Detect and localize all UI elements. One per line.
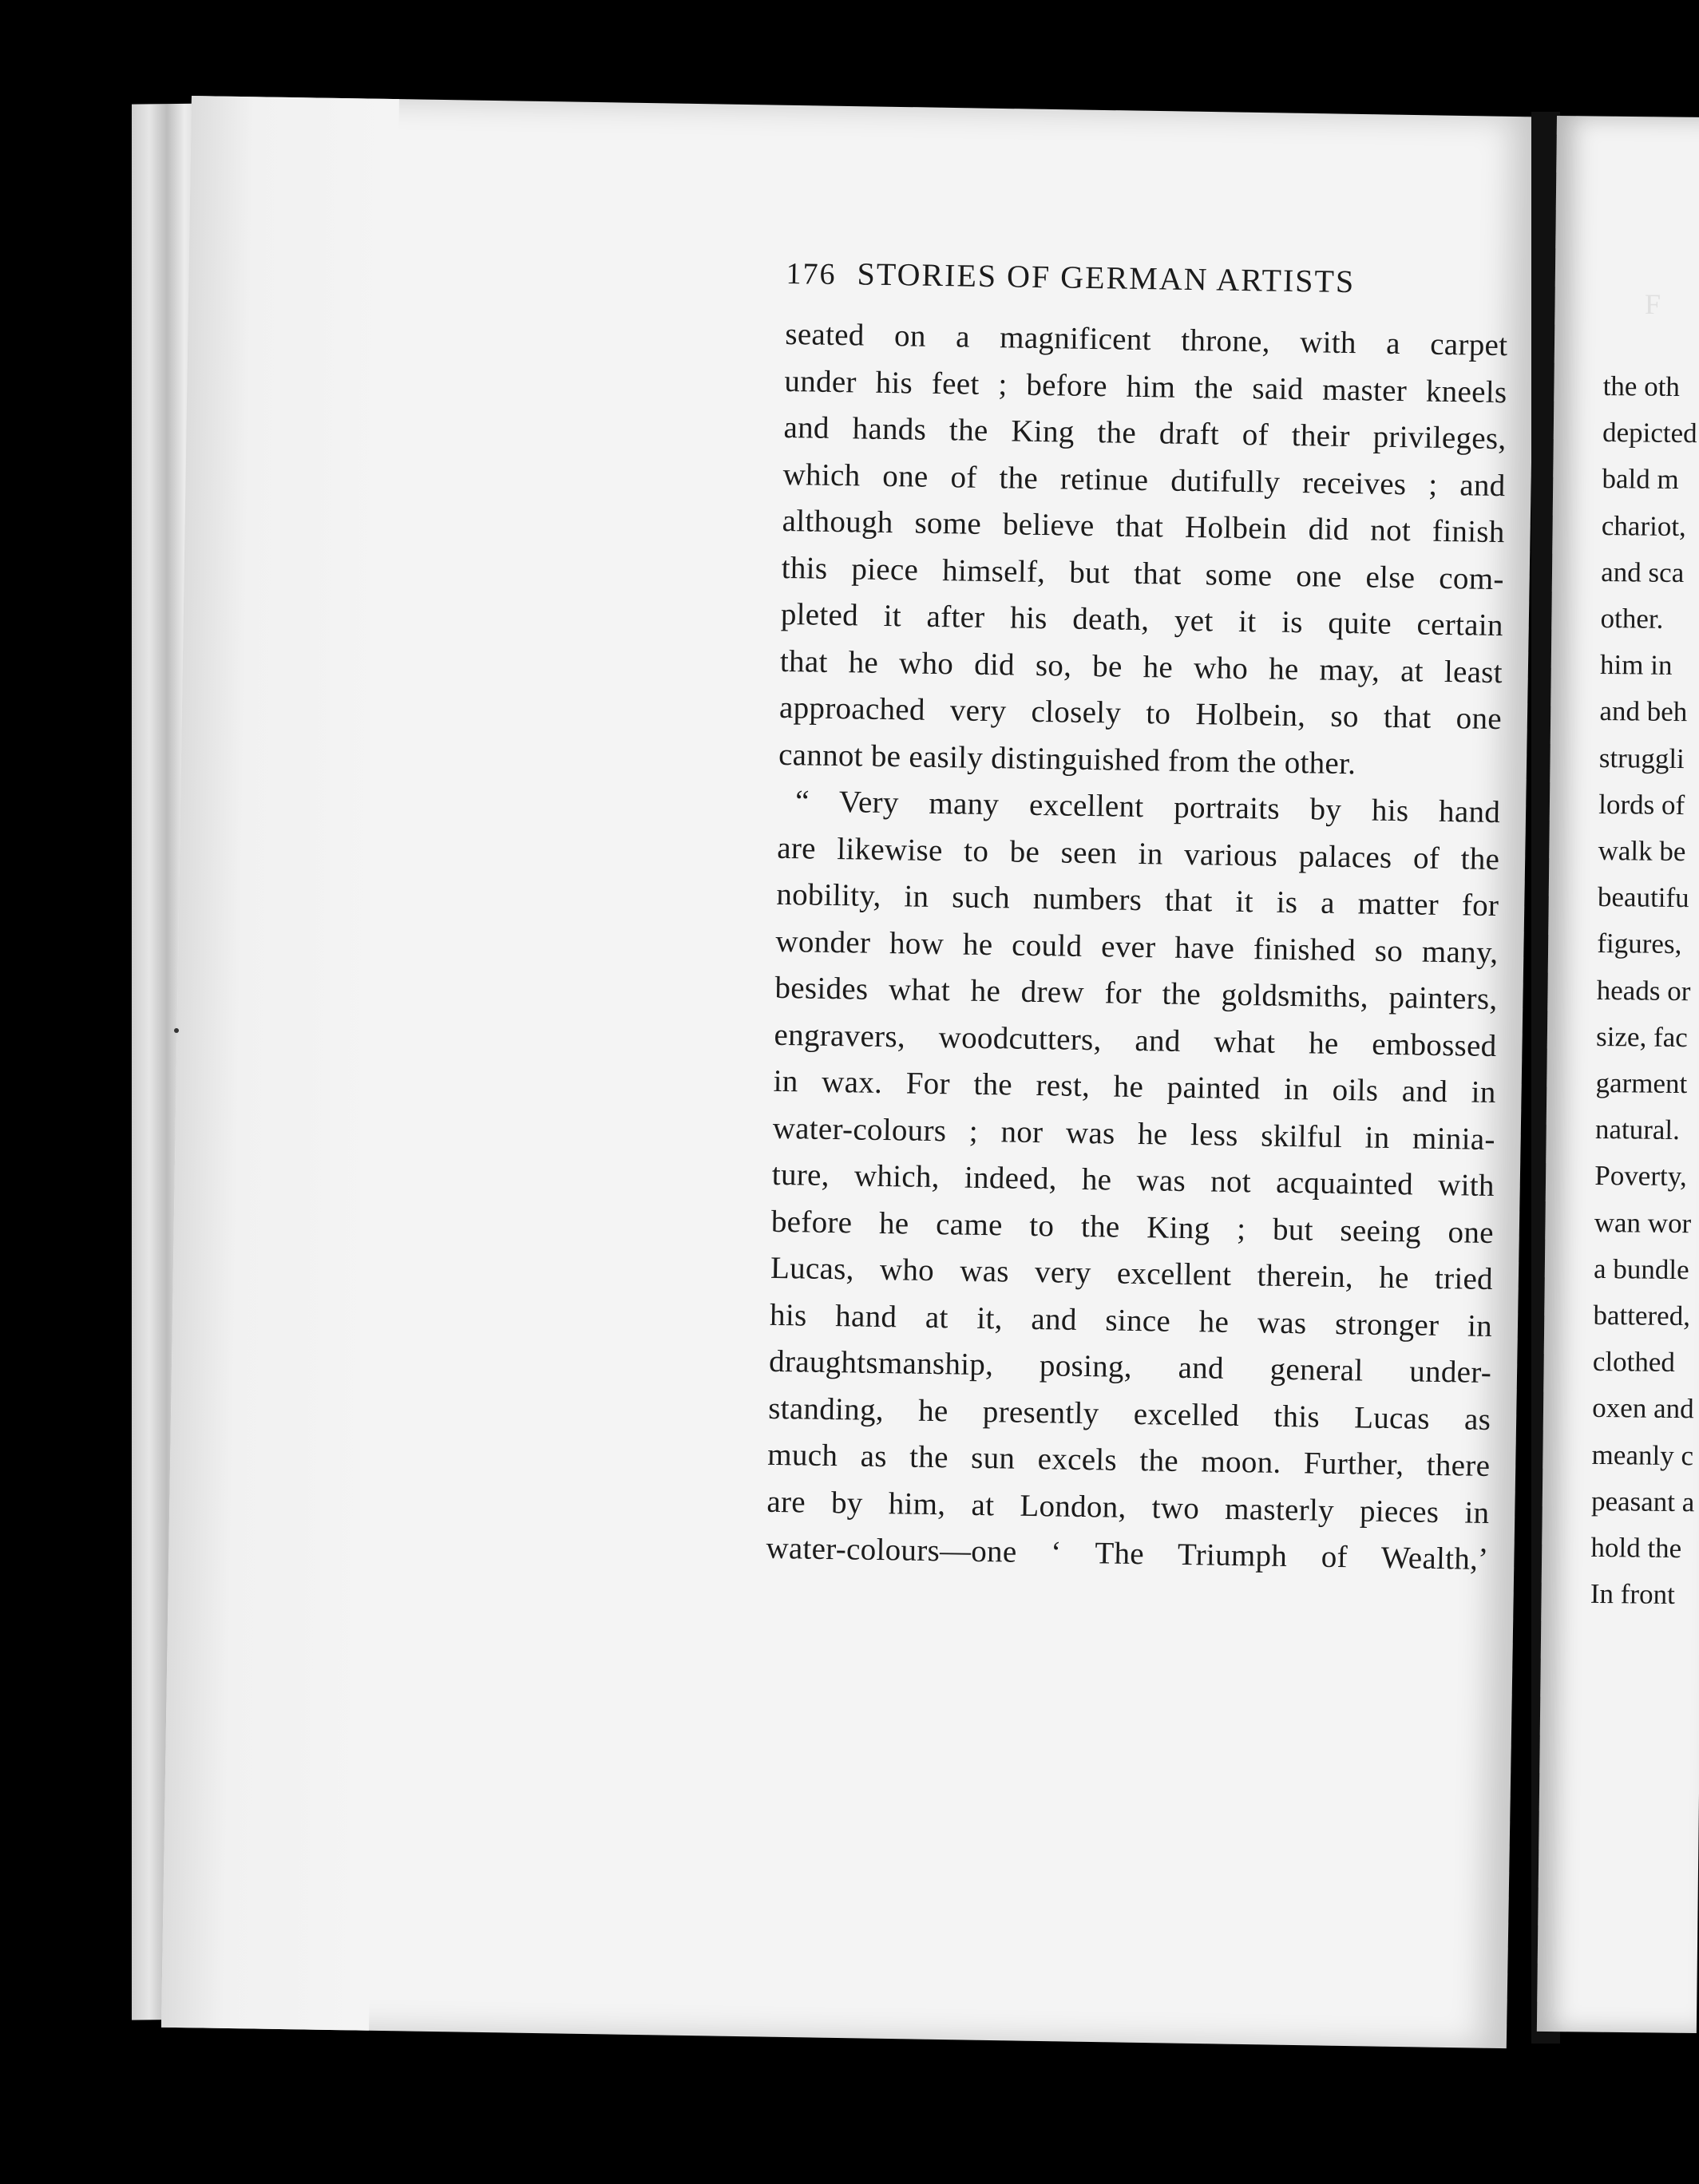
text-line-fragment: depicted: [1602, 417, 1697, 449]
text-line: “ Very many excellent portraits by his hand: [794, 784, 1501, 830]
text-line: wonder how he could ever have finished so many,: [775, 924, 1499, 970]
text-line-fragment: garment: [1595, 1066, 1688, 1100]
text-line: nobility, in such numbers that it is a matter for: [776, 876, 1499, 924]
text-line-fragment: meanly c: [1591, 1438, 1694, 1471]
text-line: that he who did so, be he who he may, at least: [779, 643, 1503, 690]
text-line: seated on a magnificent throne, with a carpet: [785, 316, 1508, 363]
text-line: and hands the King the draft of their privileges,: [783, 410, 1507, 457]
text-line-fragment: bald m: [1602, 463, 1679, 496]
text-line: his hand at it, and since he was stronger in: [769, 1297, 1493, 1343]
text-line-fragment: wan wor: [1594, 1206, 1692, 1239]
text-line-fragment: battered,: [1593, 1299, 1691, 1332]
text-line-fragment: clothed: [1592, 1346, 1676, 1379]
text-line-fragment: him in: [1599, 649, 1673, 682]
text-line-fragment: Poverty,: [1594, 1160, 1687, 1193]
text-line: although some believe that Holbein did not finish: [782, 503, 1505, 550]
text-line: in wax. For the rest, he painted in oils and in: [773, 1063, 1496, 1110]
text-line-fragment: other.: [1600, 602, 1664, 635]
text-line-fragment: size, fac: [1595, 1020, 1689, 1053]
text-line: this piece himself, but that some one else com-: [781, 550, 1505, 596]
text-line-fragment: peasant a: [1590, 1485, 1695, 1518]
text-line-fragment: In front: [1590, 1578, 1676, 1611]
text-line-fragment: figures,: [1597, 928, 1682, 960]
text-line-fragment: chariot,: [1601, 509, 1687, 542]
text-line-fragment: heads or: [1596, 974, 1691, 1007]
text-line: engravers, woodcutters, and what he embossed: [774, 1017, 1497, 1063]
text-line: standing, he presently excelled this Lucas as: [767, 1391, 1491, 1437]
text-line: water-colours ; nor was he less skilful in minia-: [772, 1110, 1496, 1157]
text-line-fragment: beautifu: [1597, 881, 1689, 914]
text-line: much as the sun excels the moon. Further, there: [767, 1437, 1491, 1484]
right-page-header-fragment: F: [1645, 288, 1661, 319]
text-line: approached very closely to Holbein, so that one: [778, 690, 1503, 737]
right-page-text: [1590, 363, 1699, 1619]
left-page-text: [766, 254, 1509, 1584]
ink-speck: [174, 1028, 179, 1033]
text-line: Lucas, who was very excellent therein, he tried: [770, 1250, 1494, 1297]
text-line: under his feet ; before him the said master kneels: [784, 363, 1507, 410]
text-line-fragment: natural.: [1594, 1114, 1681, 1146]
text-line: cannot be easily distinguished from the other.: [778, 737, 1356, 781]
running-head-title: STORIES OF GERMAN ARTISTS: [857, 255, 1356, 300]
text-line-fragment: and sca: [1601, 556, 1685, 588]
text-line: which one of the retinue dutifully receives ; and: [782, 457, 1506, 503]
text-line-fragment: oxen and: [1592, 1392, 1694, 1425]
text-line-fragment: lords of: [1598, 788, 1685, 821]
text-line: draughtsmanship, posing, and general under-: [768, 1343, 1492, 1391]
text-line: pleted it after his death, yet it is quite certain: [780, 596, 1504, 643]
text-line-fragment: hold the: [1590, 1531, 1682, 1565]
text-line-fragment: walk be: [1598, 834, 1686, 868]
text-line: before he came to the King ; but seeing one: [770, 1204, 1495, 1250]
body-text: [766, 311, 1508, 1584]
text-line: ture, which, indeed, he was not acquainted with: [771, 1157, 1495, 1204]
text-line-fragment: struggli: [1598, 742, 1685, 774]
text-line: besides what he drew for the goldsmiths, painters,: [774, 970, 1498, 1017]
text-line: water-colours—one ‘ The Triumph of Wealth,’: [766, 1530, 1489, 1577]
text-line-fragment: a bundle: [1593, 1252, 1689, 1286]
page-number: 176: [786, 256, 837, 291]
text-line: are by him, at London, two masterly pieces in: [766, 1484, 1490, 1530]
text-line-fragment: and beh: [1599, 695, 1688, 728]
text-line-fragment: the oth: [1602, 370, 1681, 403]
text-line: are likewise to be seen in various palaces of the: [776, 830, 1500, 876]
